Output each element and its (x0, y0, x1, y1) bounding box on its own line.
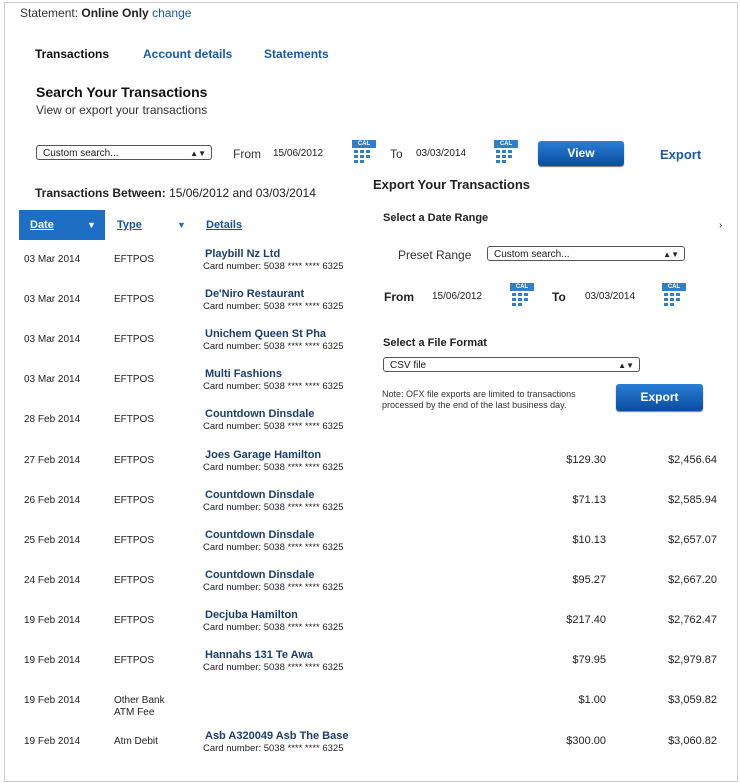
export-from-label: From (384, 290, 414, 304)
row-type: EFTPOS (114, 254, 155, 265)
file-format-value: CSV file (390, 360, 427, 371)
row-amount: $79.95 (572, 654, 606, 666)
row-description[interactable]: Multi Fashions (205, 368, 282, 380)
preset-range-label: Preset Range (398, 248, 472, 262)
row-description[interactable]: Countdown Dinsdale (205, 529, 315, 541)
date-range-heading: Select a Date Range (383, 212, 489, 224)
row-date: 19 Feb 2014 (24, 655, 81, 666)
row-amount: $71.13 (572, 494, 606, 506)
column-header-date[interactable] (19, 210, 105, 240)
chevron-updown-icon: ▲▼ (190, 149, 206, 158)
row-type: EFTPOS (114, 575, 155, 586)
row-card-number: Card number: 5038 **** **** 6325 (203, 662, 344, 673)
type-sort-icon[interactable]: ▼ (177, 220, 186, 230)
row-description[interactable]: Decjuba Hamilton (205, 609, 298, 621)
search-subtitle: View or export your transactions (36, 103, 208, 117)
table-row[interactable] (0, 446, 740, 486)
row-date: 03 Mar 2014 (24, 334, 81, 345)
between-label: Transactions Between: (35, 186, 166, 200)
row-type: Other Bank ATM Fee (114, 695, 165, 718)
row-date: 25 Feb 2014 (24, 535, 81, 546)
row-balance: $2,979.87 (668, 654, 717, 666)
export-panel-title: Export Your Transactions (373, 177, 531, 192)
row-balance: $2,585.94 (668, 494, 717, 506)
row-type: EFTPOS (114, 495, 155, 506)
between-value: 15/06/2012 and 03/03/2014 (169, 186, 316, 200)
row-balance: $2,667.20 (668, 574, 717, 586)
file-format-select[interactable] (383, 357, 640, 372)
row-card-number: Card number: 5038 **** **** 6325 (203, 301, 344, 312)
row-amount: $217.40 (566, 614, 606, 626)
view-button[interactable]: View (538, 141, 624, 166)
row-card-number: Card number: 5038 **** **** 6325 (203, 381, 344, 392)
row-balance: $2,456.64 (668, 454, 717, 466)
table-row[interactable] (0, 727, 740, 767)
row-card-number: Card number: 5038 **** **** 6325 (203, 743, 344, 754)
row-card-number: Card number: 5038 **** **** 6325 (203, 421, 344, 432)
row-date: 19 Feb 2014 (24, 695, 81, 706)
row-balance: $3,060.82 (668, 735, 717, 747)
row-date: 28 Feb 2014 (24, 414, 81, 425)
chevron-updown-icon: ▲▼ (618, 361, 634, 370)
calendar-from-icon[interactable] (352, 140, 376, 166)
row-description[interactable]: Asb A320049 Asb The Base (205, 730, 349, 742)
row-amount: $300.00 (566, 735, 606, 747)
column-header-details[interactable]: Details (206, 219, 243, 231)
statement-label: Statement: (20, 6, 79, 20)
row-balance: $2,657.07 (668, 534, 717, 546)
from-label: From (233, 147, 261, 161)
calendar-to-icon[interactable] (494, 140, 518, 166)
row-date: 26 Feb 2014 (24, 495, 81, 506)
row-balance: $3,059.82 (668, 694, 717, 706)
calendar-export-to-icon[interactable] (662, 283, 686, 309)
row-date: 19 Feb 2014 (24, 615, 81, 626)
row-amount: $1.00 (578, 694, 606, 706)
row-date: 19 Feb 2014 (24, 736, 81, 747)
search-preset-value: Custom search... (43, 148, 119, 159)
row-type: EFTPOS (114, 334, 155, 345)
row-description[interactable]: Joes Garage Hamilton (205, 449, 322, 461)
row-description[interactable]: Unichem Queen St Pha (205, 328, 327, 340)
row-date: 03 Mar 2014 (24, 374, 81, 385)
row-card-number: Card number: 5038 **** **** 6325 (203, 622, 344, 633)
row-date: 27 Feb 2014 (24, 455, 81, 466)
calendar-export-from-icon[interactable] (510, 283, 534, 309)
table-row[interactable] (0, 646, 740, 686)
calendar-from-label: CAL (352, 140, 376, 148)
row-type: EFTPOS (114, 655, 155, 666)
row-date: 24 Feb 2014 (24, 575, 81, 586)
row-amount: $10.13 (572, 534, 606, 546)
to-label: To (390, 147, 403, 161)
statement-value: Online Only (81, 6, 149, 20)
tab-account-details[interactable]: Account details (143, 47, 233, 61)
column-date-label: Date (30, 219, 54, 231)
sort-down-icon: ▼ (87, 220, 96, 230)
row-card-number: Card number: 5038 **** **** 6325 (203, 341, 344, 352)
table-row[interactable] (0, 686, 740, 726)
row-type: EFTPOS (114, 414, 155, 425)
to-date[interactable]: 03/03/2014 (416, 148, 467, 159)
statement-line (20, 6, 191, 20)
row-description[interactable]: Hannahs 131 Te Awa (205, 649, 314, 661)
row-balance: $2,762.47 (668, 614, 717, 626)
export-link[interactable]: Export (660, 147, 702, 162)
column-header-type[interactable]: Type (117, 219, 142, 231)
preset-range-value: Custom search... (494, 249, 570, 260)
chevron-updown-icon: ▲▼ (663, 250, 679, 259)
preset-range-select[interactable] (487, 246, 685, 261)
table-row[interactable] (0, 566, 740, 606)
row-description[interactable]: Playbill Nz Ltd (205, 248, 281, 260)
row-card-number: Card number: 5038 **** **** 6325 (203, 502, 344, 513)
row-card-number: Card number: 5038 **** **** 6325 (203, 462, 344, 473)
transactions-between (35, 186, 316, 200)
row-description[interactable]: De'Niro Restaurant (205, 288, 305, 300)
export-button[interactable]: Export (616, 384, 703, 411)
row-type: EFTPOS (114, 294, 155, 305)
row-card-number: Card number: 5038 **** **** 6325 (203, 582, 344, 593)
row-description[interactable]: Countdown Dinsdale (205, 489, 315, 501)
row-amount: $95.27 (572, 574, 606, 586)
row-type: EFTPOS (114, 535, 155, 546)
row-date: 03 Mar 2014 (24, 294, 81, 305)
calendar-export-to-label: CAL (662, 283, 686, 291)
table-row[interactable] (0, 606, 740, 646)
row-card-number: Card number: 5038 **** **** 6325 (203, 261, 344, 272)
table-row[interactable] (0, 405, 740, 445)
row-date: 03 Mar 2014 (24, 254, 81, 265)
from-date[interactable]: 15/06/2012 (273, 148, 324, 159)
export-from-date[interactable]: 15/06/2012 (432, 291, 483, 302)
search-preset-select[interactable] (36, 145, 212, 160)
export-to-label: To (552, 290, 566, 304)
table-row[interactable] (0, 526, 740, 566)
row-card-number: Card number: 5038 **** **** 6325 (203, 542, 344, 553)
calendar-to-label: CAL (494, 140, 518, 148)
chevron-right-icon: › (719, 220, 723, 231)
export-to-date[interactable]: 03/03/2014 (585, 291, 636, 302)
file-format-heading: Select a File Format (383, 337, 487, 349)
table-row[interactable] (0, 486, 740, 526)
row-type: EFTPOS (114, 455, 155, 466)
tab-transactions[interactable]: Transactions (35, 47, 110, 61)
ofx-note: Note: OFX file exports are limited to transactions processed by the end of the last business day. (382, 389, 576, 410)
row-type: EFTPOS (114, 374, 155, 385)
tab-statements[interactable]: Statements (264, 47, 329, 61)
search-title: Search Your Transactions (36, 84, 208, 100)
row-description[interactable]: Countdown Dinsdale (205, 408, 315, 420)
statement-change-link[interactable]: change (152, 6, 192, 20)
row-description[interactable]: Countdown Dinsdale (205, 569, 315, 581)
row-type: EFTPOS (114, 615, 155, 626)
calendar-export-from-label: CAL (510, 283, 534, 291)
row-type: Atm Debit (114, 736, 158, 747)
row-amount: $129.30 (566, 454, 606, 466)
